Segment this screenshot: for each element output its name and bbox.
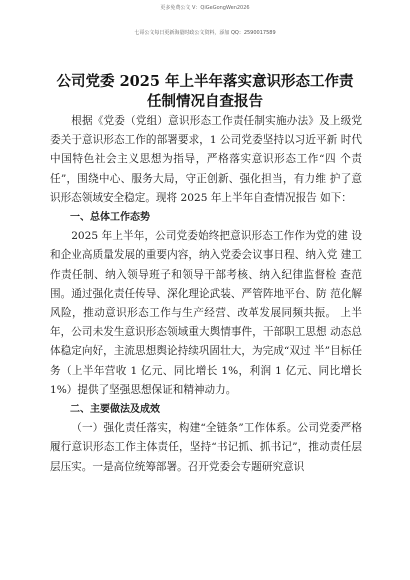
watermark-header: 更多免费公文 V：QiGeGongWen2026 xyxy=(160,5,250,11)
document-body xyxy=(50,112,362,477)
document-title: 公司党委 2025 年上半年落实意识形态工作责任制情况自查报告 xyxy=(56,73,354,110)
section-1-paragraph: 2025 年上半年，公司党委始终把意识形态工作作为党的建 设和企业高质量发展的重要内容，纳入党委会议事日程、纳入党 建工作责任制、纳入领导班子和领导干部考核、纳入纪律监督检 查范围。通过强化责任传导、深化理论武装、严管阵地平台、防 范化解风险，推动意识形态工作与生产经营、改革发展同频共振。 上半年，公司未发生意识形态领域重大舆情事件，干部职工思想 动态总体稳定向好，主流思想舆论持续巩固壮大，为完成“双过 半”目标任务（上半年营收 1 亿元、同比增长 1%，利润 1 亿元、同比增长 1%）提供了坚强思想保证和精神动力。 xyxy=(50,230,362,396)
section-2-paragraph: （一）强化责任落实，构建“全链条”工作体系。公司党委严格履行意识形态工作主体责任，坚持“书记抓、抓书记”，推动责任层层压实。一是高位统筹部署。召开党委会专题研究意识 xyxy=(50,422,362,473)
section-heading-2: 二、主要做法及成效 xyxy=(70,404,160,416)
intro-paragraph: 根据《党委（党组）意识形态工作责任制实施办法》及上级党委关于意识形态工作的部署要求，1 公司党委坚持以习近平新 时代中国特色社会主义思想为指导，严格落实意识形态工作“四 个责任”，围绕中心、服务大局，守正创新、强化担当，有力维 护了意识形态领域安全稳定。现将 2025 年上半年自查情况报告 如下： xyxy=(50,115,362,204)
watermark-subtitle: 七哥公文每日更新海量时政公文资料，添加 QQ：2590017589 xyxy=(134,30,276,36)
section-heading-1: 一、总体工作态势 xyxy=(70,212,150,224)
